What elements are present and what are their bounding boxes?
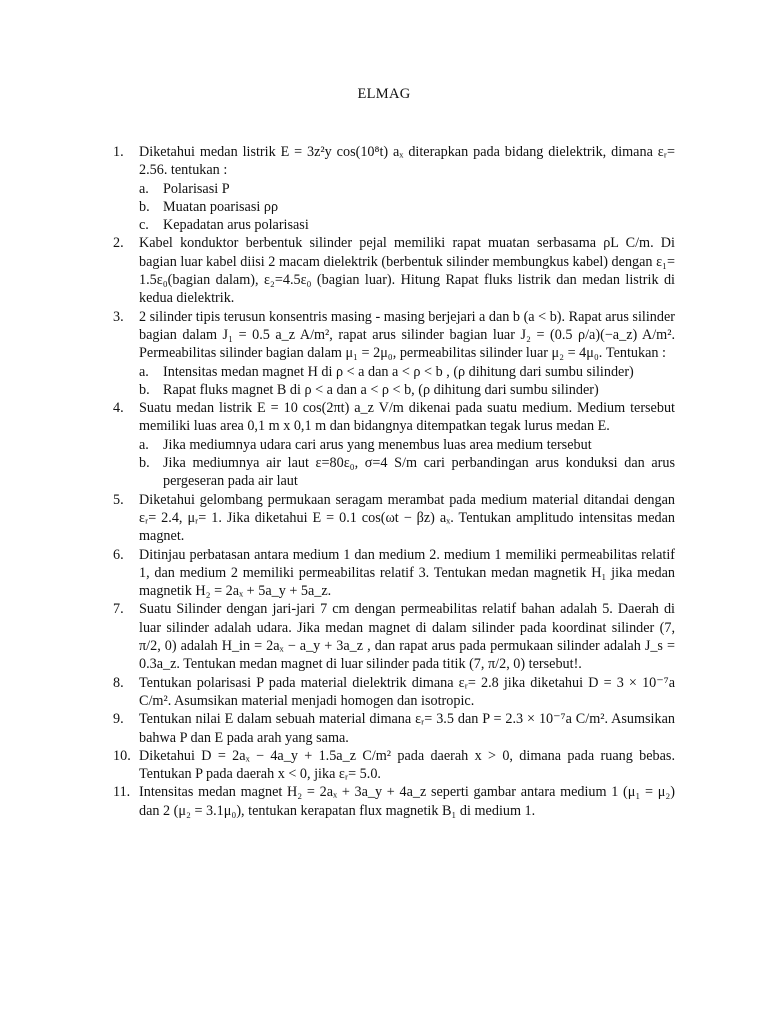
question-item xyxy=(113,308,675,399)
question-item xyxy=(113,783,675,820)
question-item xyxy=(113,143,675,234)
question-item xyxy=(113,674,675,711)
question-number: 6. xyxy=(113,546,124,563)
sub-question-text: Muatan poarisasi ρρ xyxy=(163,198,279,215)
question-text: Suatu Silinder dengan jari-jari 7 cm dengan permeabilitas relatif bahan adalah 5. Daerah di luar silinder adalah udara. Jika medan magnet di dalam silinder pada koordinat silinder (7, π/2, 0) adalah H_in = 2aₓ − a_y + 3a_z , dan rapat arus pada permukaan silinder adalah J_s = 0.3a_z. Tentukan medan magnet di luar silinder pada titik (7, π/2, 0) tersebut!. xyxy=(139,601,675,673)
question-text: Suatu medan listrik E = 10 cos(2πt) a_z V/m dikenai pada suatu medium. Medium tersebut memiliki luas area 0,1 m x 0,1 m dan bidangnya ditempatkan tegak lurus medan E. xyxy=(139,400,675,435)
sub-question-label: b. xyxy=(139,455,150,472)
sub-question-text: Jika mediumnya udara cari arus yang menembus luas area medium tersebut xyxy=(163,436,592,453)
sub-question-item xyxy=(139,363,675,381)
question-text: Diketahui medan listrik E = 3z²y cos(10⁸t) aₓ diterapkan pada bidang dielektrik, dimana εᵣ= 2.56. tentukan : xyxy=(139,144,675,179)
question-number: 7. xyxy=(113,601,124,618)
sub-question-text: Polarisasi P xyxy=(163,180,230,197)
sub-question-label: c. xyxy=(139,217,149,234)
question-number: 1. xyxy=(113,144,124,160)
sub-question-label: b. xyxy=(139,198,150,215)
sub-question-text: Rapat fluks magnet B di ρ < a dan a < ρ < b, (ρ dihitung dari sumbu silinder) xyxy=(163,381,599,398)
question-text: Diketahui D = 2aₓ − 4a_y + 1.5a_z C/m² pada daerah x > 0, dimana pada ruang bebas. Tentukan P pada daerah x < 0, jika εᵣ= 5.0. xyxy=(139,747,675,783)
question-number: 3. xyxy=(113,308,124,325)
sub-question-item xyxy=(139,436,675,454)
question-number: 4. xyxy=(113,400,124,417)
question-number: 8. xyxy=(113,674,124,691)
sub-question-label: b. xyxy=(139,381,150,398)
question-text: Kabel konduktor berbentuk silinder pejal memiliki rapat muatan serbasama ρL C/m. Di bagian luar kabel diisi 2 macam dielektrik (berbentuk silinder membungkus kabel) dengan ε₁= 1.5ε₀(bagian dalam), ε₂=4.5ε₀ (bagian luar). Hitung Rapat fluks listrik dan medan listrik di kedua dielektrik. xyxy=(139,235,675,307)
question-list xyxy=(113,143,675,820)
question-item xyxy=(113,600,675,673)
question-text: Ditinjau perbatasan antara medium 1 dan medium 2. medium 1 memiliki permeabilitas relatif 1, dan medium 2 memiliki permeabilitas relatif 3. Tentukan medan magnetik H₁ jika medan magnetik H₂ = 2aₓ + 5a_y + 5a_z. xyxy=(139,546,675,600)
question-item xyxy=(113,747,675,784)
sub-question-list xyxy=(139,363,675,400)
question-number: 2. xyxy=(113,235,124,252)
sub-question-label: a. xyxy=(139,180,149,197)
question-text: Diketahui gelombang permukaan seragam merambat pada medium material ditandai dengan εᵣ= 2.4, μᵣ= 1. Jika diketahui E = 0.1 cos(ωt − βz) aₓ. Tentukan amplitudo intensitas medan magnet. xyxy=(139,491,675,545)
question-number: 11. xyxy=(113,784,131,801)
sub-question-list xyxy=(139,180,675,235)
sub-question-text: Intensitas medan magnet H di ρ < a dan a < ρ < b , (ρ dihitung dari sumbu silinder) xyxy=(163,363,634,380)
sub-question-item xyxy=(139,454,675,491)
question-item xyxy=(113,234,675,307)
sub-question-text: Kepadatan arus polarisasi xyxy=(163,217,309,234)
sub-question-item xyxy=(139,180,675,198)
sub-question-label: a. xyxy=(139,436,149,453)
question-number: 10. xyxy=(113,747,131,764)
sub-question-list xyxy=(139,436,675,491)
question-item xyxy=(113,399,675,490)
sub-question-label: a. xyxy=(139,363,149,380)
sub-question-item xyxy=(139,198,675,216)
question-item xyxy=(113,491,675,546)
question-number: 5. xyxy=(113,491,124,508)
sub-question-item xyxy=(139,381,675,399)
question-text: Tentukan polarisasi P pada material dielektrik dimana εᵣ= 2.8 jika diketahui D = 3 × 10⁻⁷a C/m². Asumsikan material menjadi homogen dan isotropic. xyxy=(139,674,675,709)
document-title: ELMAG xyxy=(357,86,411,102)
sub-question-text: Jika mediumnya air laut ε=80ε₀, σ=4 S/m cari perbandingan arus konduksi dan arus pergeseran pada air laut xyxy=(163,455,675,490)
question-number: 9. xyxy=(113,711,124,728)
question-item xyxy=(113,546,675,601)
question-item xyxy=(113,710,675,747)
sub-question-item xyxy=(139,216,675,234)
question-text: 2 silinder tipis terusun konsentris masing - masing berjejari a dan b (a < b). Rapat arus silinder bagian dalam J₁ = 0.5 a_z A/m², rapat arus silinder bagian luar J₂ = (0.5 ρ/a)(−a_z) A/m². Permeabilitas silinder bagian dalam μ₁ = 2μ₀, permeabilitas silinder luar μ₂ = 4μ₀. Tentukan : xyxy=(139,308,675,362)
question-text: Intensitas medan magnet H₂ = 2aₓ + 3a_y + 4a_z seperti gambar antara medium 1 (μ₁ = μ₂) dan 2 (μ₂ = 3.1μ₀), tentukan kerapatan flux magnetik B₁ di medium 1. xyxy=(139,784,675,819)
question-text: Tentukan nilai E dalam sebuah material dimana εᵣ= 3.5 dan P = 2.3 × 10⁻⁷a C/m². Asumsikan bahwa P dan E pada arah yang sama. xyxy=(139,711,675,746)
